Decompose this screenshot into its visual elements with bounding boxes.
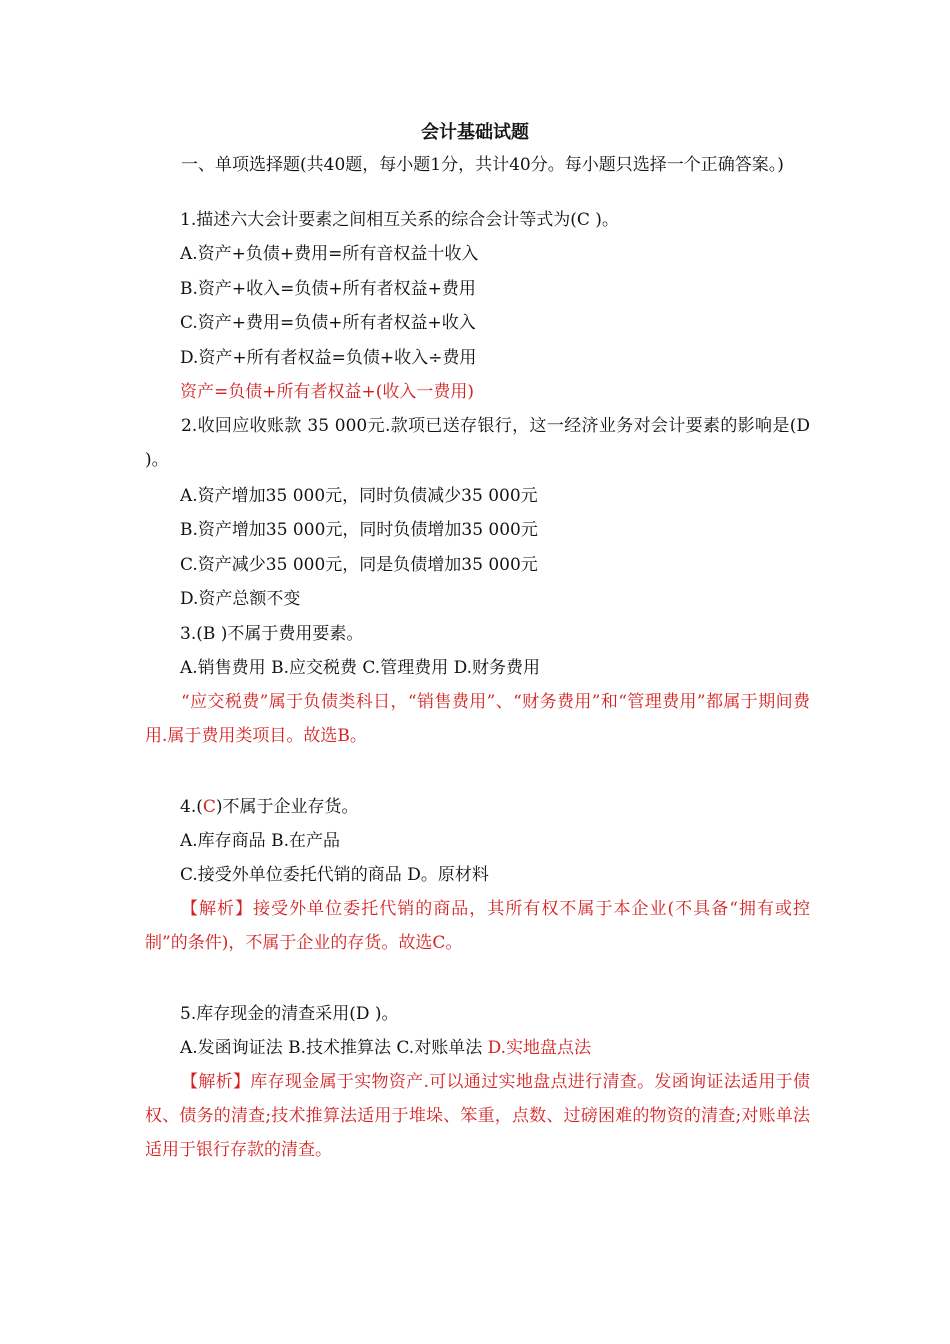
q1-option-a: A.资产+负债+费用=所有音权益十收入	[180, 244, 479, 264]
section-header: 一、单项选择题(共40题，每小题1分，共计40分。每小题只选择一个正确答案。)	[181, 155, 784, 175]
question-5: 5.库存现金的清查采用(D )。	[180, 1004, 399, 1024]
q1-option-d: D.资产+所有者权益=负债+收入÷费用	[180, 348, 477, 368]
q4-answer: C	[202, 797, 216, 817]
q5-answer: D.实地盘点法	[487, 1038, 592, 1058]
q4-suffix: )不属于企业存货。	[215, 797, 359, 817]
q2-option-c: C.资产减少35 000元，同是负债增加35 000元	[180, 555, 538, 575]
q3-explanation: “应交税费”属于负债类科日，“销售费用”、“财务费用”和“管理费用”都属于期间费用.属于费用类项目。故选B。	[145, 692, 810, 746]
question-4	[180, 795, 359, 819]
q4-explanation: 【解析】接受外单位委托代销的商品，其所有权不属于本企业(不具备“拥有或控制”的条件)，不属于企业的存货。故选C。	[145, 899, 810, 953]
q1-explanation: 资产=负债+所有者权益+(收入一费用)	[180, 382, 474, 402]
q2-option-b: B.资产增加35 000元，同时负债增加35 000元	[180, 520, 538, 540]
q3-options: A.销售费用 B.应交税费 C.管理费用 D.财务费用	[180, 658, 541, 678]
q4-options-cd: C.接受外单位委托代销的商品 D。原材料	[180, 865, 489, 885]
q1-option-c: C.资产+费用=负债+所有者权益+收入	[180, 313, 476, 333]
q5-options	[180, 1036, 591, 1060]
q2-option-a: A.资产增加35 000元，同时负债减少35 000元	[180, 486, 538, 506]
q2-option-d: D.资产总额不变	[180, 589, 301, 609]
question-2: 2.收回应收账款 35 000元.款项已送存银行，这一经济业务对会计要素的影响是(D )。	[145, 416, 810, 470]
q4-options-ab: A.库存商品 B.在产品	[180, 831, 340, 851]
q5-explanation: 【解析】库存现金属于实物资产.可以通过实地盘点进行清查。发函询证法适用于债权、债务的清查;技术推算法适用于堆垛、笨重，点数、过磅困难的物资的清查;对账单法适用于银行存款的清查。	[145, 1072, 810, 1160]
document-title: 会计基础试题	[421, 122, 529, 143]
q4-prefix: 4.(	[180, 797, 203, 817]
question-3: 3.(B )不属于费用要素。	[180, 624, 364, 644]
q5-options-prefix: A.发函询证法 B.技术推算法 C.对账单法	[180, 1038, 488, 1058]
question-1: 1.描述六大会计要素之间相互关系的综合会计等式为(C )。	[180, 210, 619, 230]
q1-option-b: B.资产+收入=负债+所有者权益+费用	[180, 279, 476, 299]
